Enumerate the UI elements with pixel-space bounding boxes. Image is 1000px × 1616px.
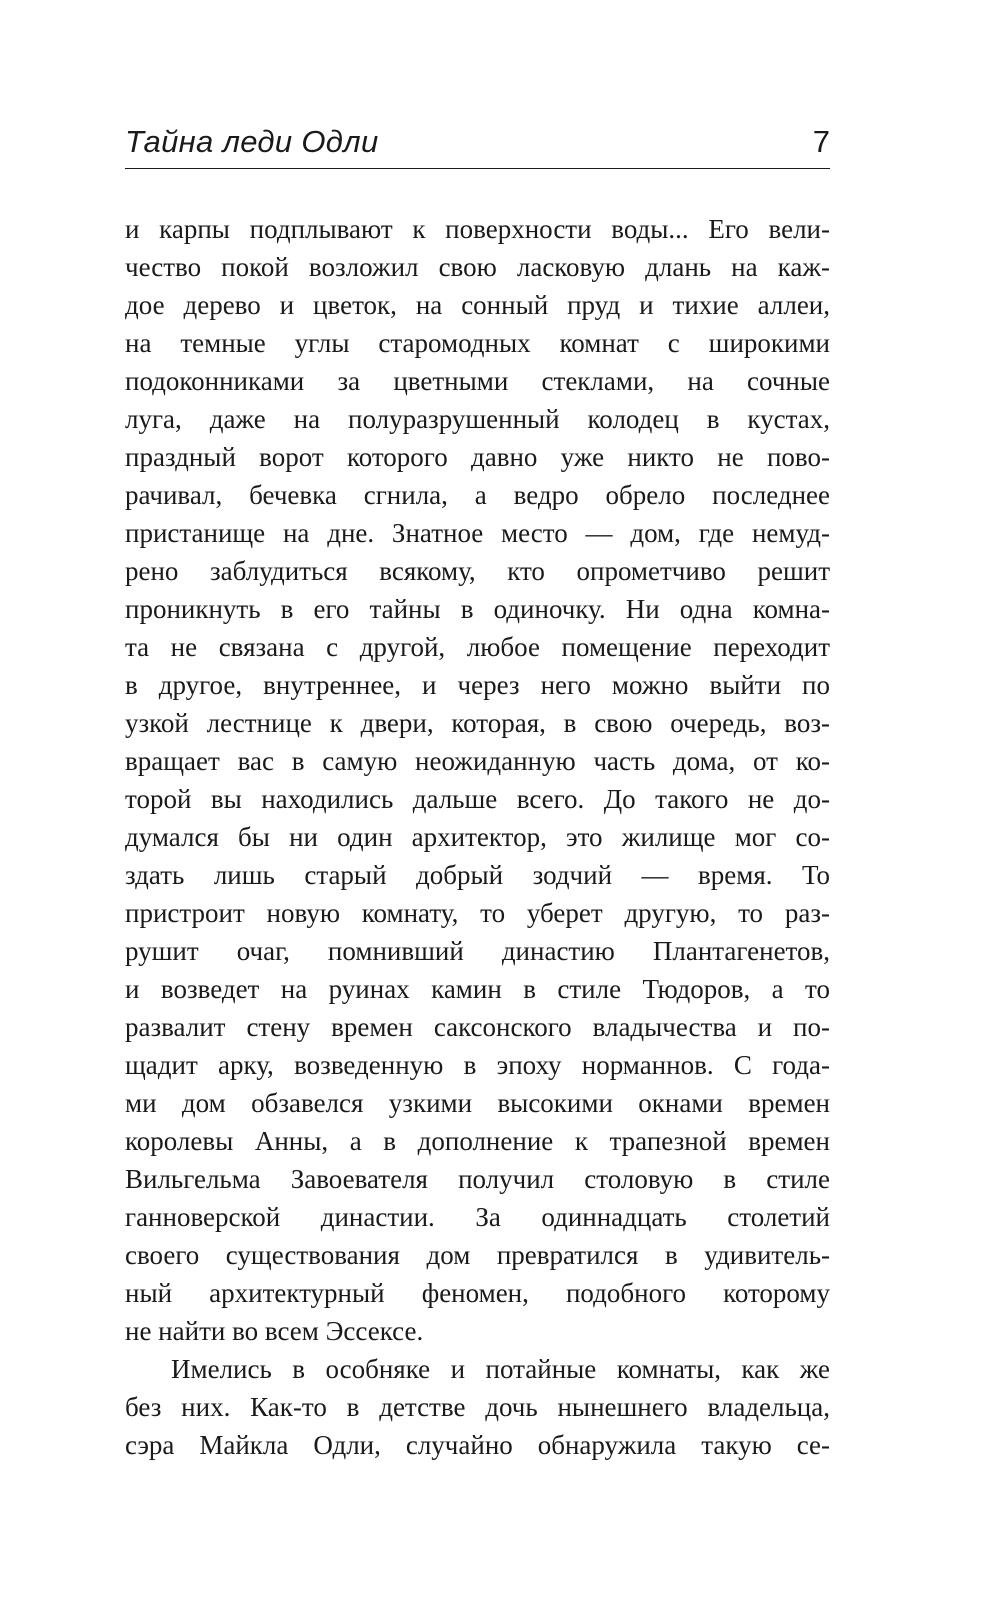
text-line: и карпы подплывают к поверхности воды... Его вели- [125, 214, 830, 244]
text-line: дое дерево и цветок, на сонный пруд и тихие аллеи, [125, 290, 830, 320]
text-line: щадит арку, возведенную в эпоху норманнов. С года- [125, 1050, 830, 1080]
text-line: рено заблудиться всякому, кто опрометчиво решит [125, 556, 830, 586]
running-title: Тайна леди Одли [125, 124, 379, 159]
text-line: ми дом обзавелся узкими высокими окнами времен [125, 1088, 830, 1118]
text-line: вращает вас в самую неожиданную часть дома, от ко- [125, 746, 830, 776]
text-line: и возведет на руинах камин в стиле Тюдоров, а то [125, 974, 830, 1004]
text-line: развалит стену времен саксонского владычества и по- [125, 1012, 830, 1042]
text-line: та не связана с другой, любое помещение переходит [125, 632, 830, 662]
page-number: 7 [812, 124, 830, 159]
text-line: пристроит новую комнату, то уберет другую, то раз- [125, 898, 830, 928]
text-line: Имелись в особняке и потайные комнаты, как же [171, 1354, 830, 1384]
text-line: пристанище на дне. Знатное место — дом, где немуд- [125, 518, 830, 548]
text-line: узкой лестнице к двери, которая, в свою очередь, воз- [125, 708, 830, 738]
text-line: своего существования дом превратился в удивитель- [125, 1240, 830, 1270]
text-line: подоконниками за цветными стеклами, на сочные [125, 366, 830, 396]
text-line: думался бы ни один архитектор, это жилище мог со- [125, 822, 830, 852]
text-line: без них. Как-то в детстве дочь нынешнего владельца, [125, 1392, 830, 1422]
text-line: рачивал, бечевка сгнила, а ведро обрело последнее [125, 480, 830, 510]
header-rule [125, 168, 830, 169]
text-line: сэра Майкла Одли, случайно обнаружила такую се- [125, 1430, 830, 1460]
text-line: ганноверской династии. За одиннадцать столетий [125, 1202, 830, 1232]
text-line: ный архитектурный феномен, подобного которому [125, 1278, 830, 1308]
text-line: в другое, внутреннее, и через него можно выйти по [125, 670, 830, 700]
body-text [125, 210, 830, 1464]
text-line: не найти во всем Эссексе. [125, 1316, 424, 1346]
text-line: рушит очаг, помнивший династию Плантагенетов, [125, 936, 830, 966]
text-line: на темные углы старомодных комнат с широкими [125, 328, 830, 358]
text-line: Вильгельма Завоевателя получил столовую в стиле [125, 1164, 830, 1194]
text-line: луга, даже на полуразрушенный колодец в кустах, [125, 404, 830, 434]
text-line: чество покой возложил свою ласковую длань на каж- [125, 252, 830, 282]
text-line: проникнуть в его тайны в одиночку. Ни одна комна- [125, 594, 830, 624]
running-header [125, 118, 830, 166]
text-line: королевы Анны, а в дополнение к трапезной времен [125, 1126, 830, 1156]
text-line: здать лишь старый добрый зодчий — время. То [125, 860, 830, 890]
text-line: торой вы находились дальше всего. До такого не до- [125, 784, 830, 814]
text-line: праздный ворот которого давно уже никто не пово- [125, 442, 830, 472]
